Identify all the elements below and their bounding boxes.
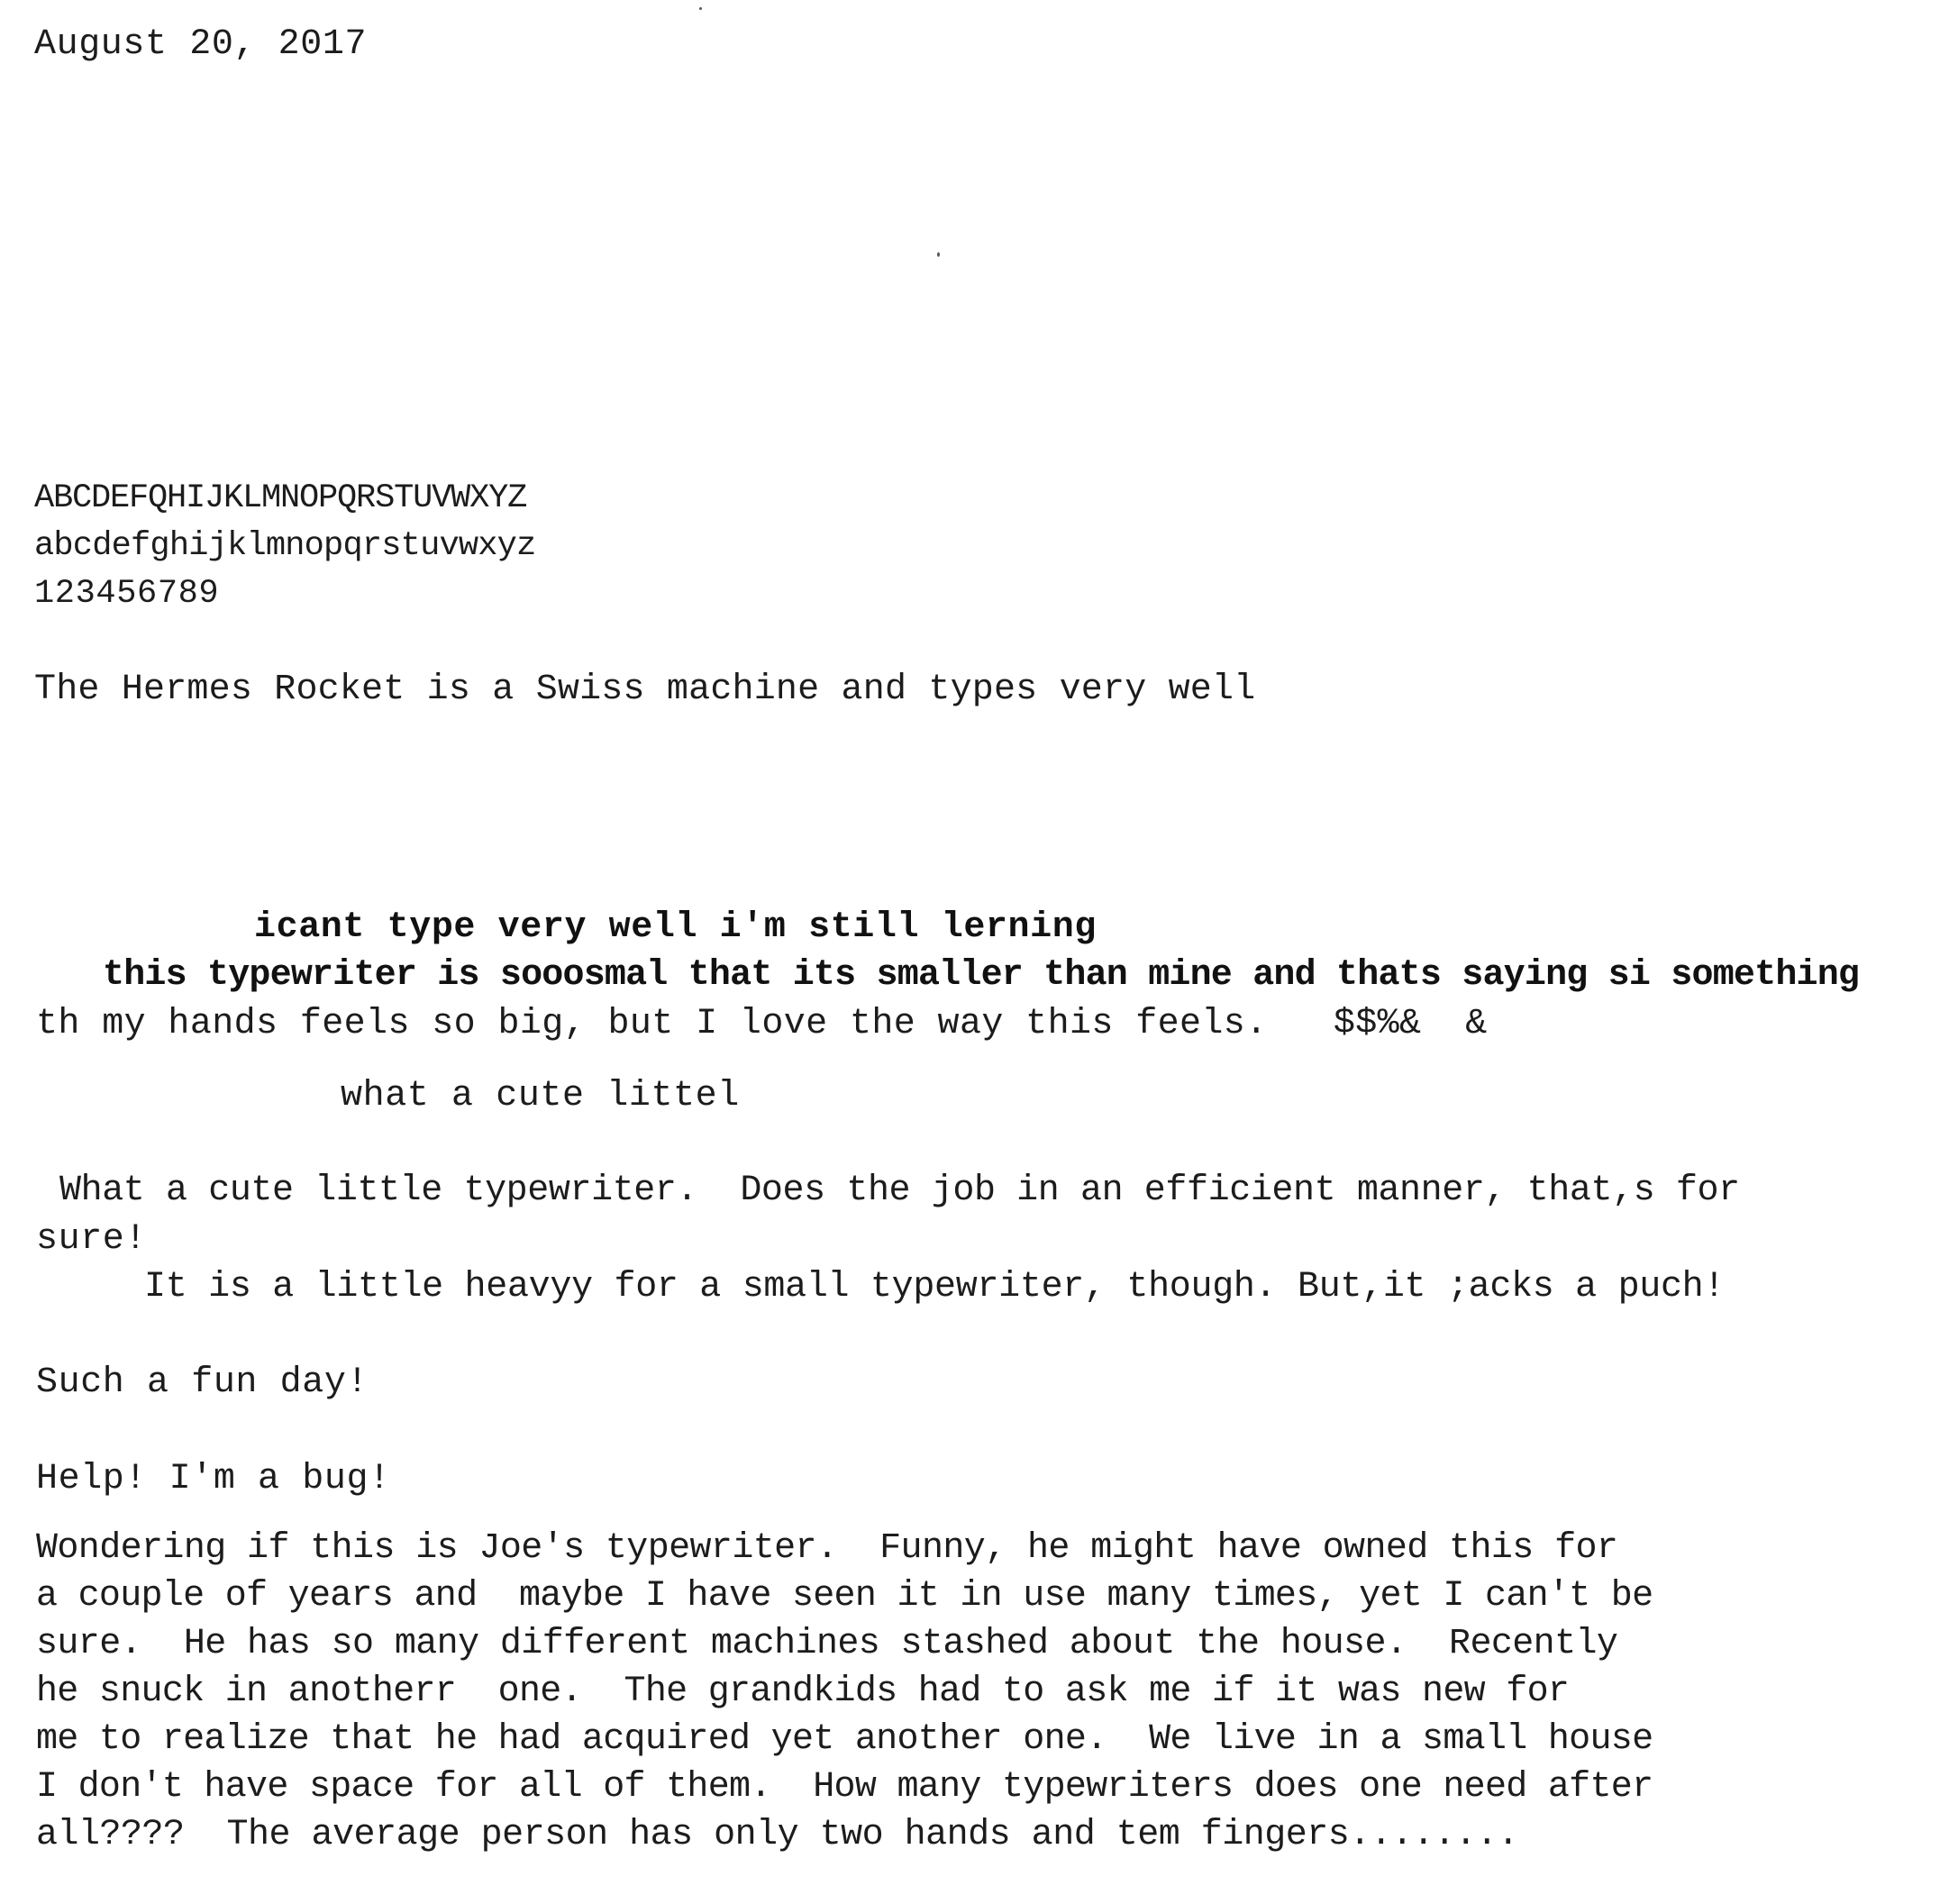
joe-line-4: he snuck in anotherr one. The grandkids had to ask me if it was new for	[36, 1672, 1570, 1712]
ink-speck	[937, 252, 940, 257]
digits-specimen: 123456789	[34, 575, 220, 613]
child-line-1: icant type very well i'm still lerning	[254, 907, 1097, 948]
fun-day-line: Such a fun day!	[36, 1362, 369, 1403]
child-line-2: this typewriter is sooosmal that its smaller than mine and thats saying si something	[103, 955, 1860, 996]
lowercase-specimen: abcdefghijklmnopqrstuvwxyz	[34, 527, 536, 565]
ink-speck	[699, 7, 702, 10]
child-line-4: what a cute littel	[341, 1076, 740, 1116]
bug-line: Help! I'm a bug!	[36, 1459, 391, 1499]
joe-line-3: sure. He has so many different machines stashed about the house. Recently	[36, 1624, 1618, 1664]
uppercase-specimen: ABCDEFQHIJKLMNOPQRSTUVWXYZ	[34, 479, 527, 517]
intro-line: The Hermes Rocket is a Swiss machine and types very well	[34, 670, 1256, 710]
cute-line-1: What a cute little typewriter. Does the job in an efficient manner, that,s for	[59, 1171, 1740, 1211]
joe-line-5: me to realize that he had acquired yet another one. We live in a small house	[36, 1719, 1653, 1760]
date-line: August 20, 2017	[34, 24, 368, 65]
joe-line-1: Wondering if this is Joe's typewriter. Funny, he might have owned this for	[36, 1528, 1618, 1569]
cute-line-2: sure!	[36, 1219, 148, 1260]
joe-line-7: all???? The average person has only two hands and tem fingers........	[36, 1815, 1519, 1855]
joe-line-6: I don't have space for all of them. How many typewriters does one need after	[36, 1767, 1653, 1808]
cute-line-3: It is a little heavyy for a small typewriter, though. But,it ;acks a puch!	[144, 1267, 1726, 1307]
joe-line-2: a couple of years and maybe I have seen it in use many times, yet I can't be	[36, 1576, 1653, 1617]
child-line-3: th my hands feels so big, but I love the way this feels. $$%& &	[36, 1004, 1488, 1044]
